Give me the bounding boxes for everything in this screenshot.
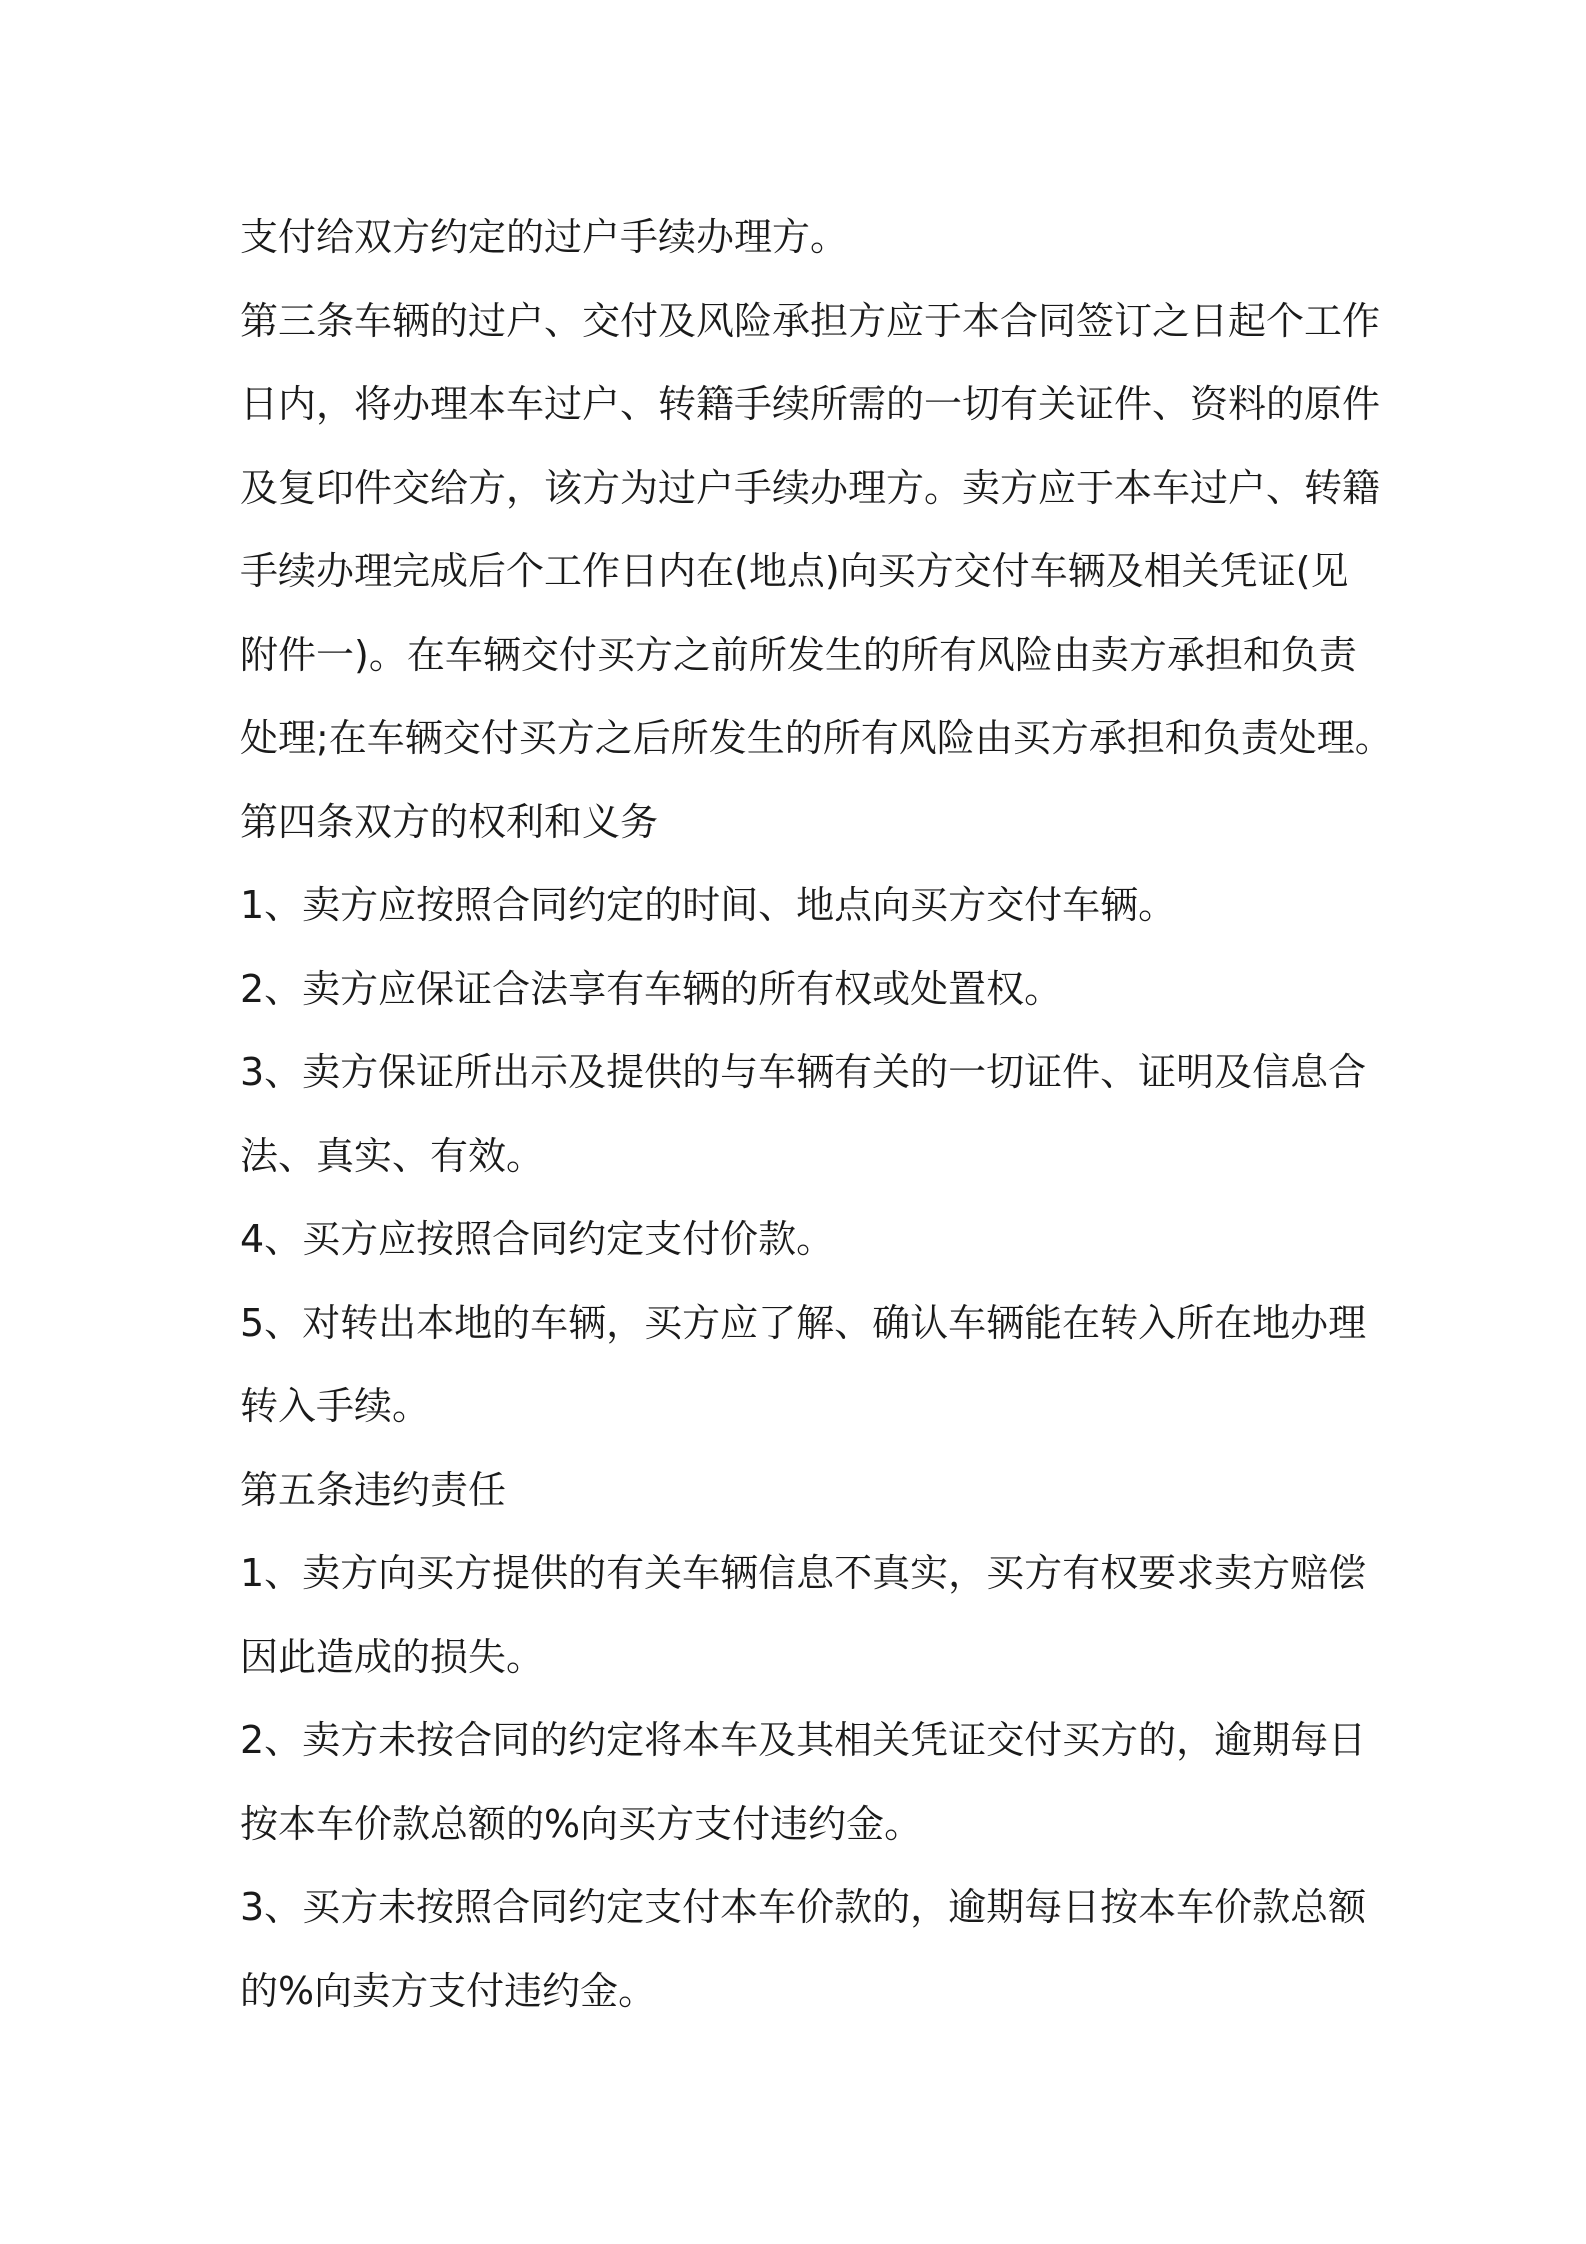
- text-line: 2、卖方应保证合法享有车辆的所有权或处置权。: [240, 966, 1063, 1011]
- text-line: 支付给双方约定的过户手续办理方。: [240, 215, 849, 259]
- text-line: 手续办理完成后个工作日内在(地点)向买方交付车辆及相关凭证(见: [240, 549, 1349, 593]
- text-line: 4、买方应按照合同约定支付价款。: [240, 1217, 835, 1261]
- section-heading: 第四条双方的权利和义务: [240, 799, 659, 844]
- text-line: 法、真实、有效。: [240, 1133, 545, 1178]
- text-line: 转入手续。: [240, 1384, 431, 1428]
- text-line: 1、卖方向买方提供的有关车辆信息不真实，买方有权要求卖方赔偿: [240, 1551, 1367, 1595]
- section-heading: 第五条违约责任: [240, 1467, 507, 1512]
- text-line: 按本车价款总额的%向买方支付违约金。: [240, 1801, 923, 1846]
- text-line: 5、对转出本地的车辆，买方应了解、确认车辆能在转入所在地办理: [240, 1300, 1367, 1345]
- text-line: 3、卖方保证所出示及提供的与车辆有关的一切证件、证明及信息合: [240, 1050, 1367, 1094]
- text-line: 的%向卖方支付违约金。: [240, 1968, 657, 2013]
- text-line: 2、卖方未按合同的约定将本车及其相关凭证交付买方的，逾期每日: [240, 1718, 1367, 1762]
- text-line: 处理;在车辆交付买方之后所发生的所有风险由买方承担和负责处理。: [240, 716, 1393, 760]
- text-line: 1、卖方应按照合同约定的时间、地点向买方交付车辆。: [240, 883, 1177, 927]
- text-line: 及复印件交给方，该方为过户手续办理方。卖方应于本车过户、转籍: [240, 465, 1381, 510]
- text-line: 因此造成的损失。: [240, 1634, 545, 1679]
- text-line: 日内，将办理本车过户、转籍手续所需的一切有关证件、资料的原件: [240, 382, 1381, 426]
- document-body: [240, 196, 1393, 2033]
- text-line: 附件一)。在车辆交付买方之前所发生的所有风险由卖方承担和负责: [240, 632, 1357, 677]
- text-line: 3、买方未按照合同约定支付本车价款的，逾期每日按本车价款总额: [240, 1885, 1367, 1929]
- text-line: 第三条车辆的过户、交付及风险承担方应于本合同签订之日起个工作: [240, 298, 1381, 343]
